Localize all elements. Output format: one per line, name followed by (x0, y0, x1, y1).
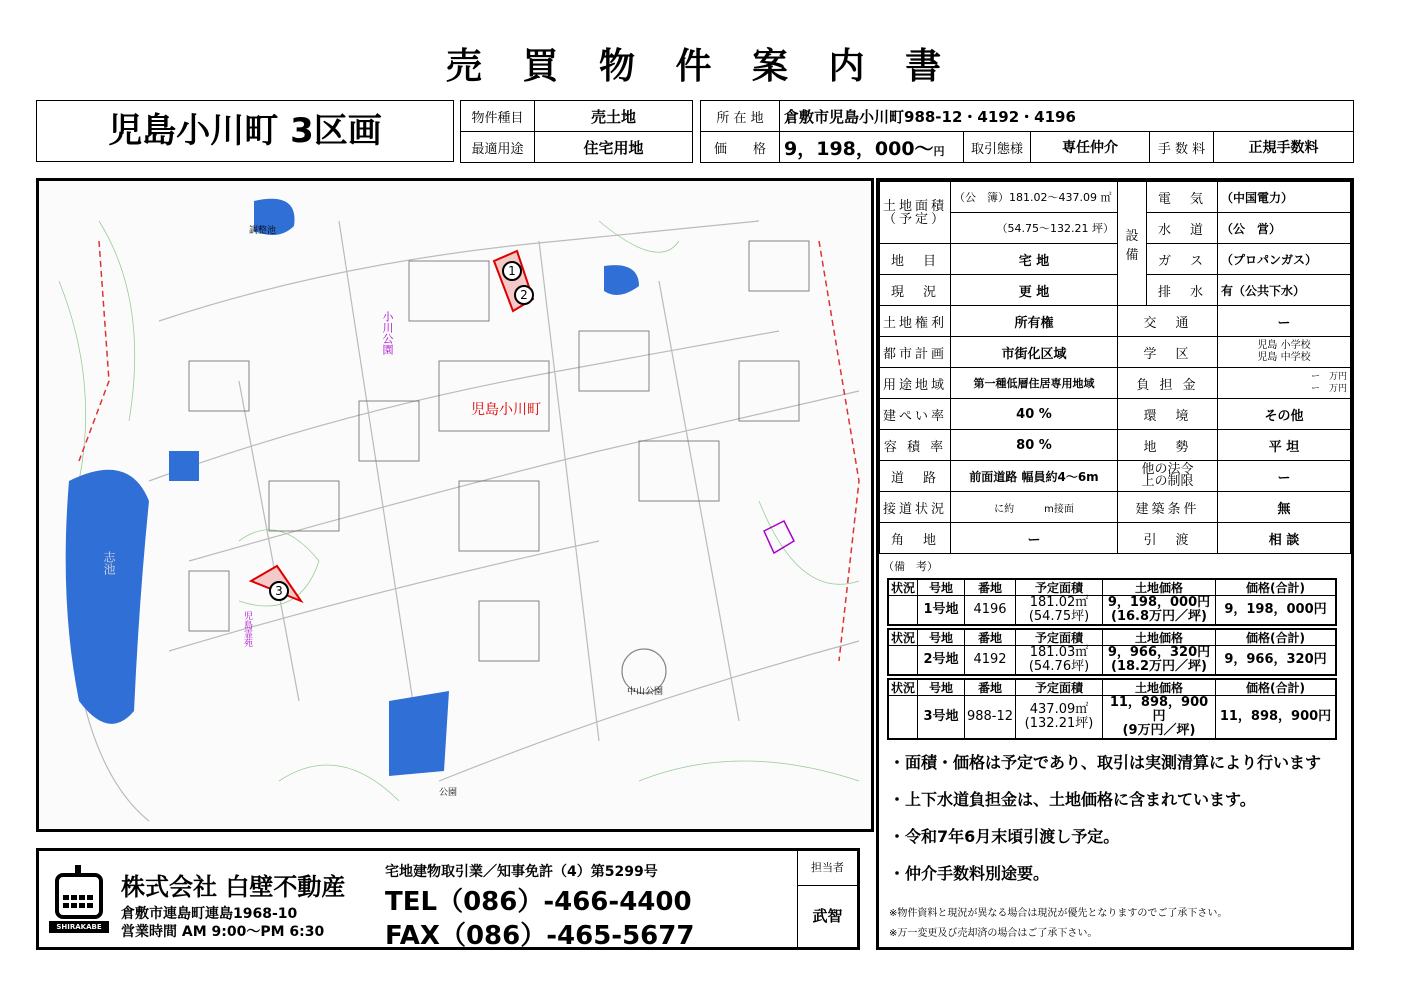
note-item: ・令和7年6月末頃引渡し予定。 (889, 827, 1120, 846)
road-value: 前面道路 幅員約4〜6m (951, 461, 1118, 492)
use-value: 住宅用地 (535, 132, 693, 163)
other-label: 他の法令 上の制限 (1118, 461, 1218, 492)
staff-name: 武智 (812, 907, 843, 925)
lot-marker-3: 3 (269, 581, 289, 601)
company-name: 株式会社 白壁不動産 (121, 873, 346, 901)
corner-label: 角 地 (880, 523, 951, 554)
location-value: 倉敷市児島小川町988-12・4192・4196 (780, 101, 1354, 132)
kind-label: 物件種目 (461, 101, 535, 132)
note-item: ・仲介手数料別途要。 (889, 864, 1050, 883)
cond-label: 建築条件 (1118, 492, 1218, 523)
water-value: （公 営） (1218, 213, 1351, 244)
note-item: ・面積・価格は予定であり、取引は実測清算により行います (889, 753, 1322, 772)
elec-label: 電 気 (1147, 182, 1218, 213)
road-label: 道 路 (880, 461, 951, 492)
drain-label: 排 水 (1147, 275, 1218, 306)
terrain-value: 平 坦 (1218, 430, 1351, 461)
area-label: 土地面積 （予定） (880, 182, 951, 244)
remarks-label: （備 考） (883, 560, 938, 573)
gas-value: （プロパンガス） (1218, 244, 1351, 275)
price-table-2: 状況 号地 番地 予定面積 土地価格 価格(合計) 2号地 4192 181.03㎡ (54.76坪) 9，966，320円 (18.2万円／坪) 9，966，320円 (887, 628, 1337, 676)
bcr-value: 40 % (951, 399, 1118, 430)
access-label: 接道状況 (880, 492, 951, 523)
env-label: 環 境 (1118, 399, 1218, 430)
elec-value: （中国電力） (1218, 182, 1351, 213)
deal-value: 専任仲介 (1031, 132, 1150, 163)
area-line1: （公 簿）181.02〜437.09 ㎡ (951, 182, 1118, 213)
far-value: 80 % (951, 430, 1118, 461)
footnote: ※物件資料と現況が異なる場合は現況が優先となりますのでご了承下さい。 (889, 908, 1228, 919)
corner-value: ー (951, 523, 1118, 554)
use-label: 最適用途 (461, 132, 535, 163)
burden-value: ー 万円 ー 万円 (1218, 368, 1351, 399)
footnote: ※万一変更及び売却済の場合はご了承下さい。 (889, 928, 1098, 939)
env-value: その他 (1218, 399, 1351, 430)
cond-value: 無 (1218, 492, 1351, 523)
terrain-label: 地 勢 (1118, 430, 1218, 461)
other-value: ー (1218, 461, 1351, 492)
kind-value: 売土地 (535, 101, 693, 132)
pond-water (66, 470, 149, 724)
traffic-value: ー (1218, 306, 1351, 337)
facility-label: 設 備 (1118, 182, 1147, 306)
deal-label: 取引態様 (964, 132, 1031, 163)
map-label-2: 中山公園 (627, 687, 664, 697)
chimoku-value: 宅 地 (951, 244, 1118, 275)
notes-list (879, 740, 1351, 884)
gas-label: ガ ス (1147, 244, 1218, 275)
fee-label: 手 数 料 (1150, 132, 1214, 163)
water-label: 水 道 (1147, 213, 1218, 244)
lot-marker-1: 1 (502, 261, 522, 281)
price-tables (879, 578, 1351, 740)
lot-marker-2: 2 (514, 285, 534, 305)
price-value: 9，198，000〜円 (780, 132, 964, 163)
right-value: 所有権 (951, 306, 1118, 337)
city-label: 都市計画 (880, 337, 951, 368)
handover-label: 引 渡 (1118, 523, 1218, 554)
fee-value: 正規手数料 (1214, 132, 1354, 163)
zone-label: 用途地域 (880, 368, 951, 399)
company-address: 倉敷市連島町連島1968-10 (121, 906, 298, 922)
right-label: 土地権利 (880, 306, 951, 337)
staff-box (797, 851, 857, 947)
company-hours: 営業時間 AM 9:00〜PM 6:30 (121, 924, 325, 940)
park-label: 小川公園 (381, 311, 394, 355)
far-label: 容 積 率 (880, 430, 951, 461)
document-title: 売 買 物 件 案 内 書 (445, 46, 956, 87)
company-box (36, 848, 860, 950)
map-svg (39, 181, 871, 829)
kind-table (460, 100, 693, 163)
genkyo-value: 更 地 (951, 275, 1118, 306)
note-item: ・上下水道負担金は、土地価格に含まれています。 (889, 790, 1256, 809)
area-line2: （54.75〜132.21 坪） (951, 213, 1118, 244)
handover-value: 相 談 (1218, 523, 1351, 554)
access-value: に約 m接面 (951, 492, 1118, 523)
burden-label: 負 担 金 (1118, 368, 1218, 399)
spec-panel (876, 178, 1354, 950)
school-label: 学 区 (1118, 337, 1218, 368)
school-value: 児島 小学校 児島 中学校 (1218, 337, 1351, 368)
company-logo: SHIRAKABE (49, 861, 109, 933)
map-label-3: 児島霊苑 (242, 611, 252, 647)
property-name: 児島小川町 3区画 (108, 111, 382, 151)
location-table (700, 100, 1354, 163)
genkyo-label: 現 況 (880, 275, 951, 306)
map-label-0: 調整池 (249, 226, 277, 236)
property-name-box (36, 100, 454, 162)
staff-label: 担当者 (798, 851, 857, 886)
company-license: 宅地建物取引業／知事免許（4）第5299号 (385, 864, 658, 880)
drain-value: 有（公共下水） (1218, 275, 1351, 306)
traffic-label: 交 通 (1118, 306, 1218, 337)
price-table-3: 状況 号地 番地 予定面積 土地価格 価格(合計) 3号地 988-12 437.09㎡ (132.21坪) 11，898，900円 (9万円／坪) 11，898，900円 (887, 678, 1337, 740)
pond-label: 志池 (102, 551, 116, 575)
price-table-1: 状況 号地 番地 予定面積 土地価格 価格(合計) 1号地 4196 181.02㎡ (54.75坪) 9，198，000円 (16.8万円／坪) 9，198，000円 (887, 578, 1337, 626)
zone-value: 第一種低層住居専用地域 (951, 368, 1118, 399)
chimoku-label: 地 目 (880, 244, 951, 275)
location-label: 所 在 地 (701, 101, 780, 132)
town-label: 児島小川町 (471, 402, 541, 418)
map-label-1: 公園 (439, 788, 458, 798)
company-tel: TEL（086）-466-4400 (385, 887, 692, 917)
price-label: 価 格 (701, 132, 780, 163)
bcr-label: 建ぺい率 (880, 399, 951, 430)
company-fax: FAX（086）-465-5677 (385, 921, 695, 951)
city-value: 市街化区域 (951, 337, 1118, 368)
map-panel (36, 178, 874, 832)
